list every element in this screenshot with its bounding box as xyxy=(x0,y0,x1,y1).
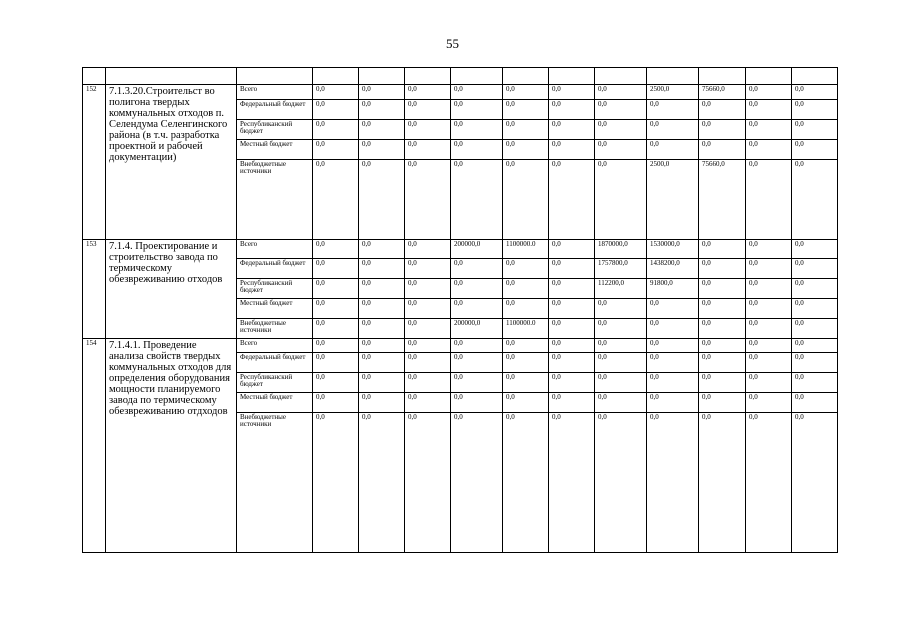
funding-value: 0,0 xyxy=(313,259,359,279)
funding-value: 0,0 xyxy=(359,299,405,319)
funding-value: 0,0 xyxy=(503,299,549,319)
page-number: 55 xyxy=(446,36,459,51)
funding-value: 0,0 xyxy=(313,160,359,240)
funding-value: 0,0 xyxy=(699,319,746,339)
funding-value: 0,0 xyxy=(503,339,549,353)
funding-value: 0,0 xyxy=(746,393,792,413)
funding-value: 0,0 xyxy=(647,393,699,413)
funding-source: Федеральный бюджет xyxy=(237,100,313,120)
funding-value: 0,0 xyxy=(359,85,405,100)
funding-value: 0,0 xyxy=(503,120,549,140)
funding-value: 0,0 xyxy=(792,279,838,299)
funding-value: 0,0 xyxy=(792,299,838,319)
funding-value: 0,0 xyxy=(451,279,503,299)
funding-value: 0,0 xyxy=(792,160,838,240)
funding-value: 0,0 xyxy=(699,299,746,319)
funding-source: Федеральный бюджет xyxy=(237,353,313,373)
funding-value: 0,0 xyxy=(549,160,595,240)
funding-value: 0,0 xyxy=(746,259,792,279)
funding-value: 0,0 xyxy=(647,120,699,140)
funding-value: 0,0 xyxy=(647,413,699,553)
funding-value: 0,0 xyxy=(746,353,792,373)
table-row xyxy=(83,240,838,259)
funding-value: 0,0 xyxy=(451,85,503,100)
funding-value: 0,0 xyxy=(313,85,359,100)
funding-value: 0,0 xyxy=(503,160,549,240)
funding-value: 0,0 xyxy=(405,160,451,240)
funding-source: Местный бюджет xyxy=(237,299,313,319)
funding-value: 0,0 xyxy=(451,100,503,120)
funding-value: 2500,0 xyxy=(647,160,699,240)
funding-source: Местный бюджет xyxy=(237,140,313,160)
funding-value: 0,0 xyxy=(746,140,792,160)
funding-value: 0,0 xyxy=(792,100,838,120)
funding-value: 0,0 xyxy=(359,353,405,373)
funding-value: 0,0 xyxy=(359,240,405,259)
funding-value: 0,0 xyxy=(792,353,838,373)
funding-value: 0,0 xyxy=(313,299,359,319)
funding-value: 0,0 xyxy=(699,100,746,120)
funding-value: 0,0 xyxy=(595,413,647,553)
funding-value: 0,0 xyxy=(647,140,699,160)
funding-value: 0,0 xyxy=(792,85,838,100)
funding-value: 0,0 xyxy=(699,240,746,259)
funding-value: 0,0 xyxy=(647,353,699,373)
funding-value: 0,0 xyxy=(647,319,699,339)
funding-value: 0,0 xyxy=(549,140,595,160)
table-row xyxy=(83,85,838,100)
funding-value: 0,0 xyxy=(451,299,503,319)
funding-value: 0,0 xyxy=(313,279,359,299)
funding-value: 0,0 xyxy=(549,319,595,339)
funding-value: 0,0 xyxy=(549,413,595,553)
funding-value: 0,0 xyxy=(313,339,359,353)
funding-value: 0,0 xyxy=(503,279,549,299)
funding-value: 0,0 xyxy=(451,413,503,553)
funding-value: 0,0 xyxy=(503,393,549,413)
row-number: 153 xyxy=(83,240,106,339)
funding-value: 0,0 xyxy=(595,100,647,120)
funding-value: 0,0 xyxy=(549,373,595,393)
funding-value: 0,0 xyxy=(451,339,503,353)
funding-value: 0,0 xyxy=(746,373,792,393)
funding-value: 0,0 xyxy=(647,100,699,120)
funding-value: 0,0 xyxy=(792,413,838,553)
funding-value: 0,0 xyxy=(405,240,451,259)
funding-value: 0,0 xyxy=(746,339,792,353)
funding-value: 0,0 xyxy=(595,373,647,393)
funding-value: 0,0 xyxy=(595,140,647,160)
funding-value: 0,0 xyxy=(549,353,595,373)
funding-value: 0,0 xyxy=(503,259,549,279)
row-number: 154 xyxy=(83,339,106,553)
funding-value: 0,0 xyxy=(792,393,838,413)
row-number: 152 xyxy=(83,85,106,240)
funding-value: 0,0 xyxy=(595,85,647,100)
funding-value: 0,0 xyxy=(647,339,699,353)
funding-source: Внебюджетные источники xyxy=(237,160,313,240)
funding-value: 0,0 xyxy=(313,140,359,160)
funding-value: 0,0 xyxy=(792,140,838,160)
funding-value: 0,0 xyxy=(503,140,549,160)
funding-value: 0,0 xyxy=(359,373,405,393)
funding-value: 0,0 xyxy=(313,413,359,553)
funding-value: 0,0 xyxy=(549,259,595,279)
funding-value: 0,0 xyxy=(359,393,405,413)
funding-value: 0,0 xyxy=(451,393,503,413)
funding-value: 0,0 xyxy=(746,240,792,259)
budget-table xyxy=(82,67,838,553)
funding-source: Всего xyxy=(237,339,313,353)
funding-value: 0,0 xyxy=(405,339,451,353)
funding-value: 0,0 xyxy=(746,120,792,140)
funding-value: 0,0 xyxy=(451,160,503,240)
funding-value: 0,0 xyxy=(405,319,451,339)
funding-value: 0,0 xyxy=(595,339,647,353)
funding-value: 0,0 xyxy=(549,339,595,353)
funding-value: 1870000,0 xyxy=(595,240,647,259)
funding-value: 112200,0 xyxy=(595,279,647,299)
funding-source: Всего xyxy=(237,240,313,259)
funding-value: 0,0 xyxy=(313,240,359,259)
funding-value: 0,0 xyxy=(359,319,405,339)
funding-source: Федеральный бюджет xyxy=(237,259,313,279)
funding-value: 0,0 xyxy=(503,413,549,553)
funding-value: 0,0 xyxy=(595,319,647,339)
funding-value: 0,0 xyxy=(595,299,647,319)
funding-value: 0,0 xyxy=(792,240,838,259)
funding-value: 0,0 xyxy=(792,373,838,393)
funding-value: 0,0 xyxy=(595,120,647,140)
funding-value: 0,0 xyxy=(405,279,451,299)
funding-value: 0,0 xyxy=(699,413,746,553)
funding-value: 0,0 xyxy=(359,259,405,279)
funding-value: 0,0 xyxy=(451,373,503,393)
funding-value: 0,0 xyxy=(549,279,595,299)
funding-value: 0,0 xyxy=(549,120,595,140)
funding-source: Местный бюджет xyxy=(237,393,313,413)
funding-value: 0,0 xyxy=(699,259,746,279)
funding-value: 0,0 xyxy=(313,319,359,339)
funding-value: 0,0 xyxy=(549,100,595,120)
funding-value: 0,0 xyxy=(549,299,595,319)
funding-value: 0,0 xyxy=(549,393,595,413)
funding-value: 0,0 xyxy=(405,85,451,100)
funding-value: 1757800,0 xyxy=(595,259,647,279)
funding-value: 0,0 xyxy=(792,259,838,279)
funding-source: Внебюджетные источники xyxy=(237,319,313,339)
funding-value: 0,0 xyxy=(313,120,359,140)
funding-value: 0,0 xyxy=(746,299,792,319)
funding-value: 0,0 xyxy=(405,259,451,279)
measure-title: 7.1.3.20.Строительст во полигона твердых коммунальных отходов п. Селендума Селенгинского района (в т.ч. разработка проектной и рабочей документации) xyxy=(106,85,237,240)
funding-value: 0,0 xyxy=(405,120,451,140)
funding-value: 0,0 xyxy=(699,373,746,393)
funding-value: 0,0 xyxy=(503,85,549,100)
funding-value: 0,0 xyxy=(746,413,792,553)
funding-value: 0,0 xyxy=(359,120,405,140)
funding-value: 0,0 xyxy=(549,85,595,100)
funding-source: Республиканский бюджет xyxy=(237,120,313,140)
funding-value: 0,0 xyxy=(746,85,792,100)
funding-value: 0,0 xyxy=(746,160,792,240)
funding-source: Всего xyxy=(237,85,313,100)
funding-value: 0,0 xyxy=(792,319,838,339)
funding-value: 0,0 xyxy=(647,299,699,319)
funding-value: 0,0 xyxy=(451,140,503,160)
funding-value: 0,0 xyxy=(746,100,792,120)
funding-value: 0,0 xyxy=(699,140,746,160)
measure-title: 7.1.4.1. Проведение анализа свойств твердых коммунальных отходов для определения оборудования мощности планируемого завода по термическому обезвреживанию отдходов xyxy=(106,339,237,553)
funding-value: 0,0 xyxy=(451,120,503,140)
funding-value: 0,0 xyxy=(451,259,503,279)
funding-value: 1100000.0 xyxy=(503,240,549,259)
funding-value: 0,0 xyxy=(405,140,451,160)
funding-value: 91800,0 xyxy=(647,279,699,299)
funding-value: 0,0 xyxy=(699,393,746,413)
funding-value: 0,0 xyxy=(647,373,699,393)
funding-value: 0,0 xyxy=(792,339,838,353)
funding-value: 0,0 xyxy=(313,353,359,373)
funding-value: 0,0 xyxy=(699,279,746,299)
measure-title: 7.1.4. Проектирование и строительство завода по термическому обезвреживанию отходов xyxy=(106,240,237,339)
funding-value: 0,0 xyxy=(359,339,405,353)
funding-value: 75660,0 xyxy=(699,85,746,100)
funding-value: 0,0 xyxy=(313,373,359,393)
funding-value: 1530000,0 xyxy=(647,240,699,259)
funding-value: 0,0 xyxy=(359,100,405,120)
funding-value: 0,0 xyxy=(313,393,359,413)
funding-value: 0,0 xyxy=(746,319,792,339)
funding-source: Республиканский бюджет xyxy=(237,279,313,299)
funding-value: 0,0 xyxy=(699,339,746,353)
funding-value: 0,0 xyxy=(595,353,647,373)
funding-value: 75660,0 xyxy=(699,160,746,240)
funding-value: 2500,0 xyxy=(647,85,699,100)
funding-value: 0,0 xyxy=(503,373,549,393)
funding-value: 0,0 xyxy=(359,279,405,299)
funding-value: 0,0 xyxy=(359,413,405,553)
funding-value: 0,0 xyxy=(451,353,503,373)
funding-value: 0,0 xyxy=(405,373,451,393)
funding-value: 200000,0 xyxy=(451,319,503,339)
funding-value: 0,0 xyxy=(503,353,549,373)
table-row xyxy=(83,339,838,353)
funding-value: 0,0 xyxy=(503,100,549,120)
funding-value: 0,0 xyxy=(313,100,359,120)
funding-value: 0,0 xyxy=(405,393,451,413)
funding-value: 0,0 xyxy=(359,140,405,160)
funding-source: Республиканский бюджет xyxy=(237,373,313,393)
funding-value: 1438200,0 xyxy=(647,259,699,279)
header-row xyxy=(83,68,838,85)
funding-value: 0,0 xyxy=(595,393,647,413)
funding-value: 0,0 xyxy=(699,120,746,140)
funding-value: 0,0 xyxy=(405,299,451,319)
funding-value: 0,0 xyxy=(549,240,595,259)
funding-value: 0,0 xyxy=(792,120,838,140)
funding-value: 0,0 xyxy=(746,279,792,299)
funding-value: 1100000.0 xyxy=(503,319,549,339)
funding-value: 200000,0 xyxy=(451,240,503,259)
funding-value: 0,0 xyxy=(405,413,451,553)
funding-value: 0,0 xyxy=(359,160,405,240)
funding-value: 0,0 xyxy=(405,353,451,373)
funding-source: Внебюджетные источники xyxy=(237,413,313,553)
funding-value: 0,0 xyxy=(699,353,746,373)
funding-value: 0,0 xyxy=(405,100,451,120)
funding-value: 0,0 xyxy=(595,160,647,240)
